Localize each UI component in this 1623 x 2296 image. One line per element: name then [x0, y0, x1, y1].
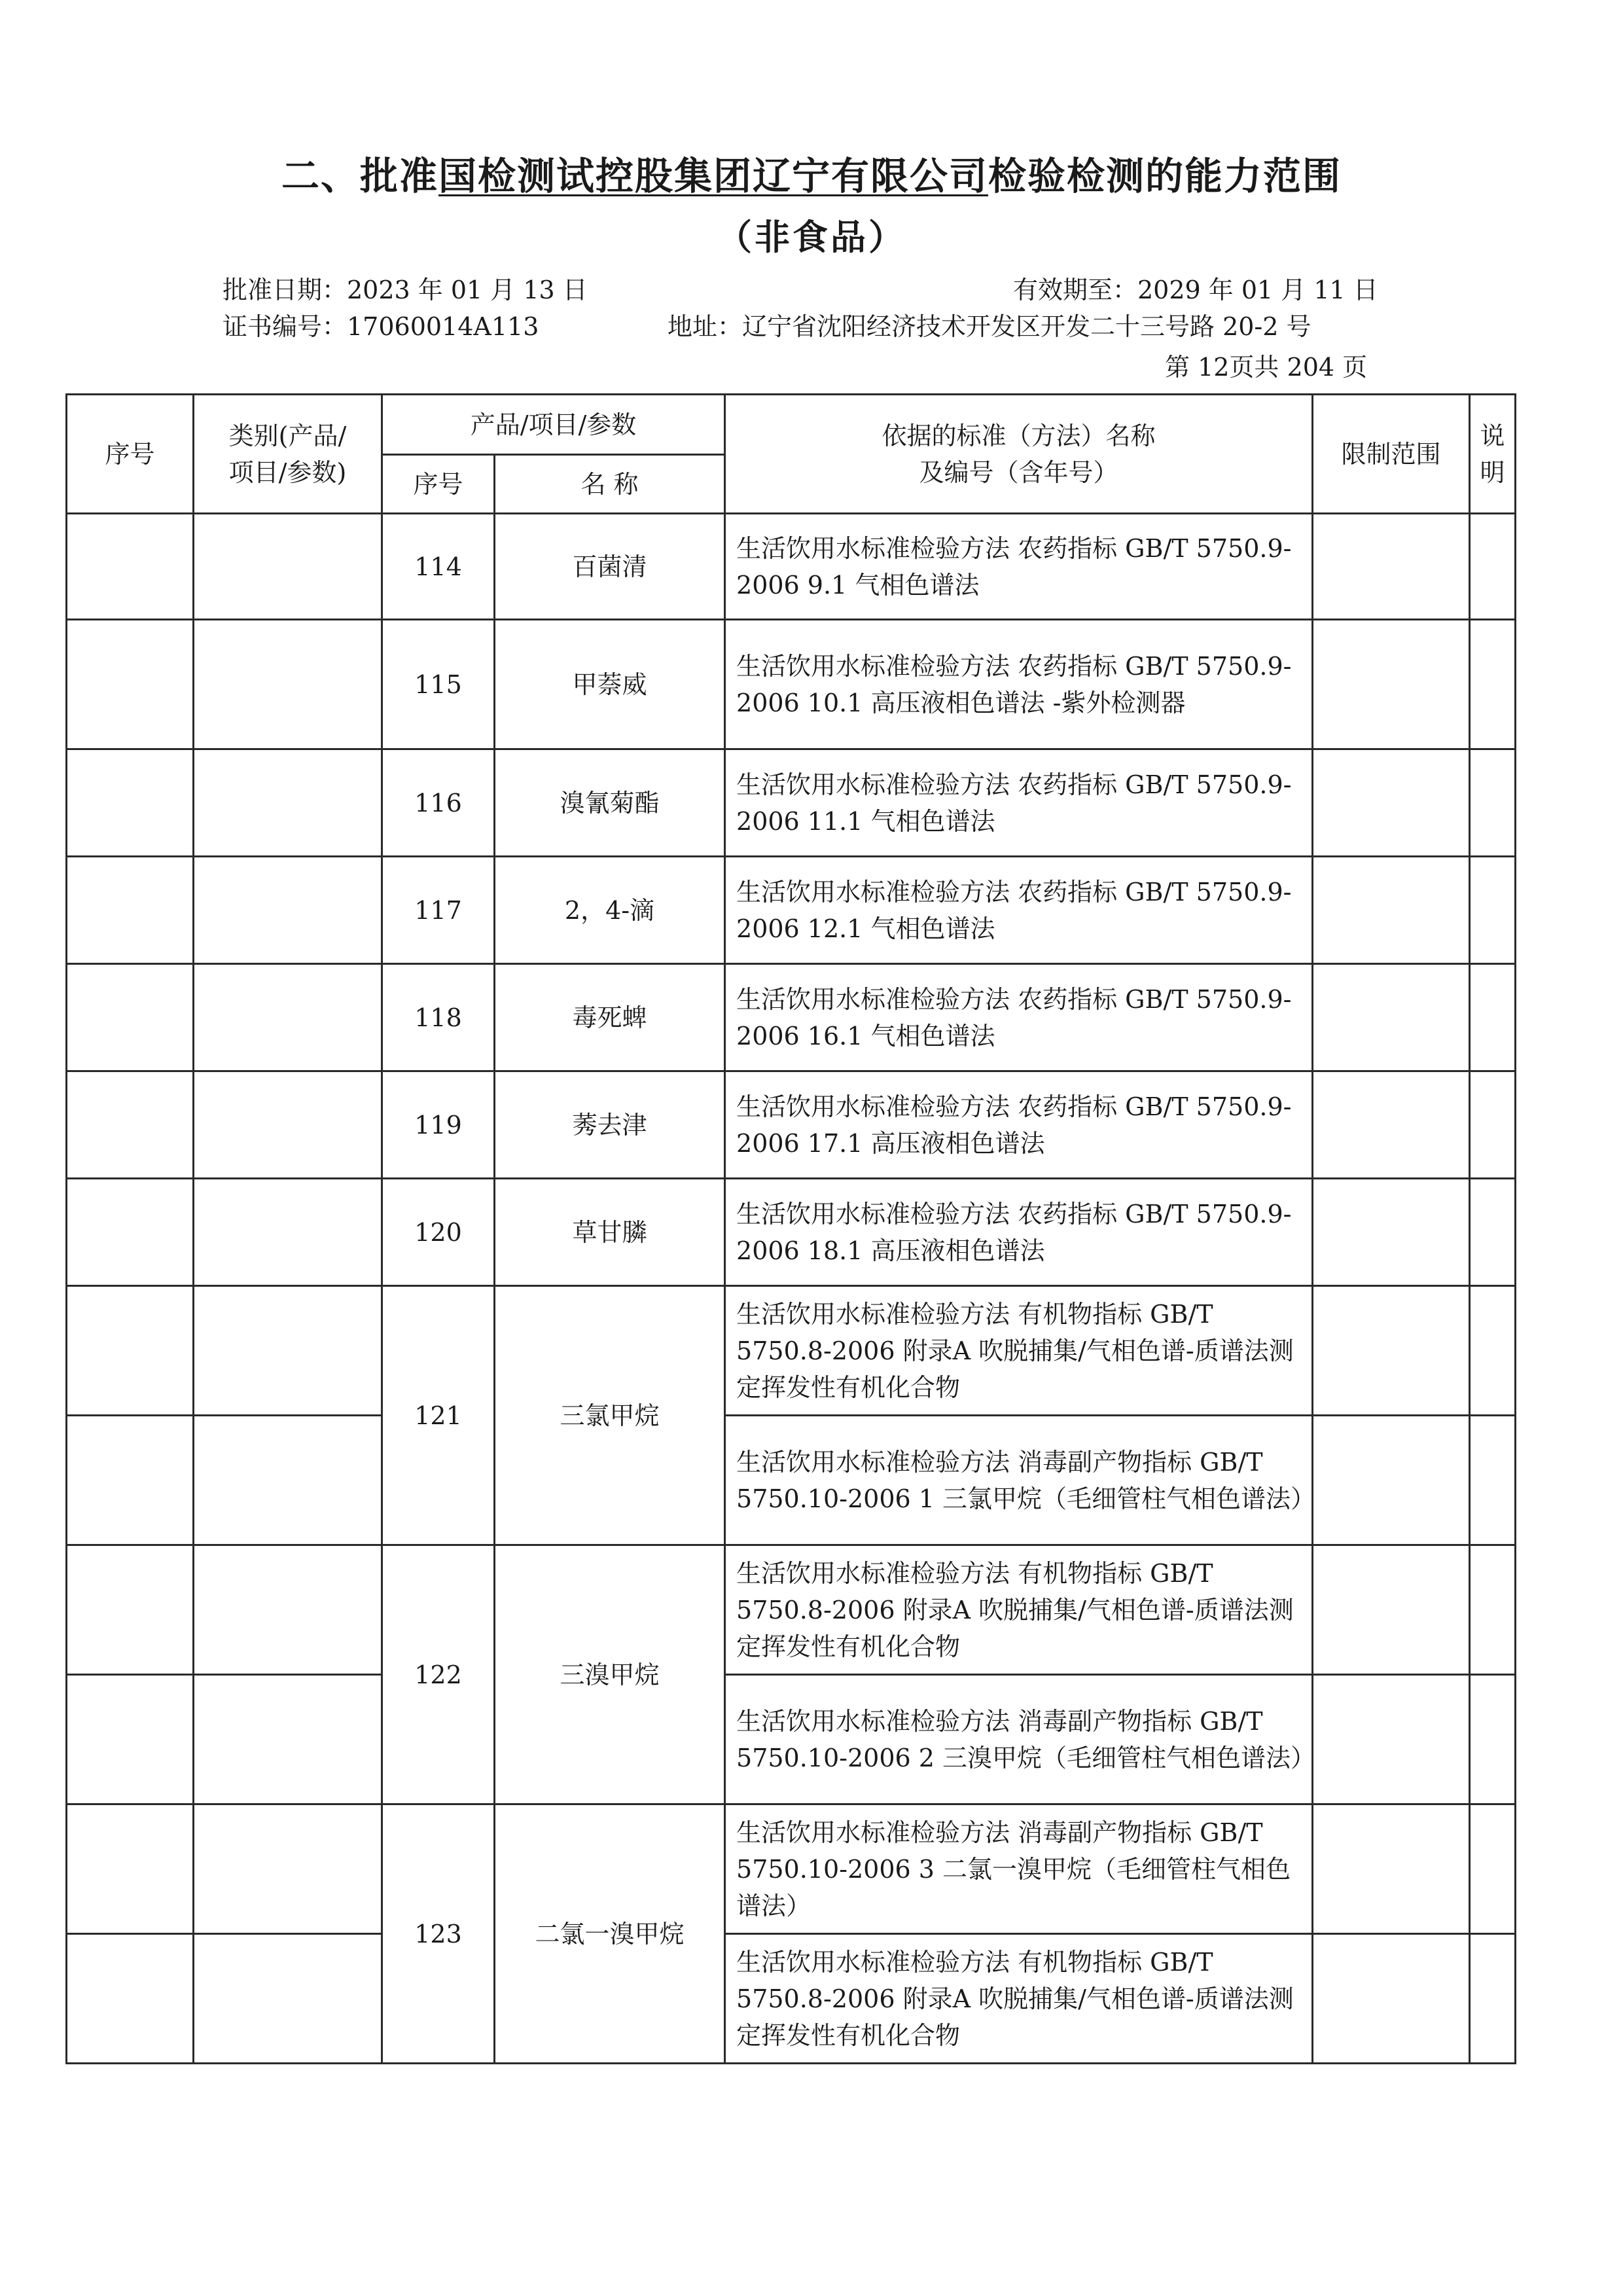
row-standard: 生活饮用水标准检验方法 消毒副产物指标 GB/T 5750.10-2006 1 三氯甲烷（毛细管柱气相色谱法）: [725, 1416, 1313, 1545]
row-number: 114: [382, 514, 495, 620]
table-row: [67, 620, 1516, 749]
document-title: [0, 145, 1623, 200]
approval-date: 批准日期：2023 年 01 月 13 日: [223, 276, 588, 304]
row-standard: 生活饮用水标准检验方法 农药指标 GB/T 5750.9-2006 10.1 高压液相色谱法 -紫外检测器: [725, 620, 1313, 749]
table-row: [67, 749, 1516, 857]
table-row: [67, 1071, 1516, 1179]
row-number: 120: [382, 1179, 495, 1286]
header-standard-line1: 依据的标准（方法）名称: [882, 421, 1156, 450]
header-standard-line2: 及编号（含年号）: [919, 457, 1118, 487]
table-row: [67, 1804, 1516, 1934]
table-row: [67, 1934, 1516, 2064]
row-standard: 生活饮用水标准检验方法 消毒副产物指标 GB/T 5750.10-2006 3 二氯一溴甲烷（毛细管柱气相色谱法）: [725, 1804, 1313, 1934]
row-name: 2，4-滴: [495, 857, 725, 964]
page-info: 第 12页共 204 页: [1165, 353, 1368, 382]
row-name: 莠去津: [495, 1071, 725, 1179]
row-standard: 生活饮用水标准检验方法 有机物指标 GB/T 5750.8-2006 附录A 吹脱捕集/气相色谱-质谱法测定挥发性有机化合物: [725, 1934, 1313, 2064]
row-name: 三溴甲烷: [495, 1545, 725, 1804]
row-name: 百菌清: [495, 514, 725, 620]
row-number: 121: [382, 1286, 495, 1545]
table-row: [67, 1416, 1516, 1545]
table-row: [67, 964, 1516, 1071]
header-product-group: 产品/项目/参数: [382, 395, 725, 455]
title-suffix: 检验检测的能力范围: [988, 154, 1342, 198]
row-name: 草甘膦: [495, 1179, 725, 1286]
header-sub-seq: 序号: [382, 455, 495, 514]
header-limit: 限制范围: [1313, 395, 1470, 514]
row-number: 122: [382, 1545, 495, 1804]
table-row: [67, 1179, 1516, 1286]
valid-until: 有效期至：2029 年 01 月 11 日: [1013, 276, 1378, 304]
header-seq: 序号: [67, 395, 194, 514]
row-number: 123: [382, 1804, 495, 2064]
table-row: [67, 1675, 1516, 1804]
row-standard: 生活饮用水标准检验方法 农药指标 GB/T 5750.9-2006 12.1 气相色谱法: [725, 857, 1313, 964]
title-organization: 国检测试控股集团辽宁有限公司: [438, 154, 988, 198]
title-prefix: 二、批准: [281, 154, 438, 198]
row-standard: 生活饮用水标准检验方法 农药指标 GB/T 5750.9-2006 18.1 高压液相色谱法: [725, 1179, 1313, 1286]
row-name: 溴氰菊酯: [495, 749, 725, 857]
row-number: 115: [382, 620, 495, 749]
row-name: 毒死蜱: [495, 964, 725, 1071]
row-standard: 生活饮用水标准检验方法 有机物指标 GB/T 5750.8-2006 附录A 吹脱捕集/气相色谱-质谱法测定挥发性有机化合物: [725, 1286, 1313, 1416]
row-name: 三氯甲烷: [495, 1286, 725, 1545]
header-note: 说明: [1470, 395, 1516, 514]
certificate-number: 证书编号：17060014A113: [223, 312, 539, 341]
row-number: 119: [382, 1071, 495, 1179]
row-name: 二氯一溴甲烷: [495, 1804, 725, 2064]
table-row: [67, 514, 1516, 620]
header-sub-name: 名 称: [495, 455, 725, 514]
row-standard: 生活饮用水标准检验方法 农药指标 GB/T 5750.9-2006 11.1 气相色谱法: [725, 749, 1313, 857]
address: 地址：辽宁省沈阳经济技术开发区开发二十三号路 20-2 号: [668, 312, 1311, 341]
row-name: 甲萘威: [495, 620, 725, 749]
row-standard: 生活饮用水标准检验方法 消毒副产物指标 GB/T 5750.10-2006 2 三溴甲烷（毛细管柱气相色谱法）: [725, 1675, 1313, 1804]
table-row: [67, 1545, 1516, 1675]
row-standard: 生活饮用水标准检验方法 有机物指标 GB/T 5750.8-2006 附录A 吹脱捕集/气相色谱-质谱法测定挥发性有机化合物: [725, 1545, 1313, 1675]
row-number: 117: [382, 857, 495, 964]
row-number: 118: [382, 964, 495, 1071]
table-row: [67, 857, 1516, 964]
capability-scope-table: [65, 393, 1516, 2064]
row-standard: 生活饮用水标准检验方法 农药指标 GB/T 5750.9-2006 17.1 高压液相色谱法: [725, 1071, 1313, 1179]
table-row: [67, 1286, 1516, 1416]
header-category: 类别(产品/项目/参数): [194, 395, 382, 514]
header-standard: [725, 395, 1313, 514]
row-standard: 生活饮用水标准检验方法 农药指标 GB/T 5750.9-2006 16.1 气相色谱法: [725, 964, 1313, 1071]
row-standard: 生活饮用水标准检验方法 农药指标 GB/T 5750.9-2006 9.1 气相色谱法: [725, 514, 1313, 620]
document-subtitle: （非食品）: [717, 217, 906, 258]
row-number: 116: [382, 749, 495, 857]
